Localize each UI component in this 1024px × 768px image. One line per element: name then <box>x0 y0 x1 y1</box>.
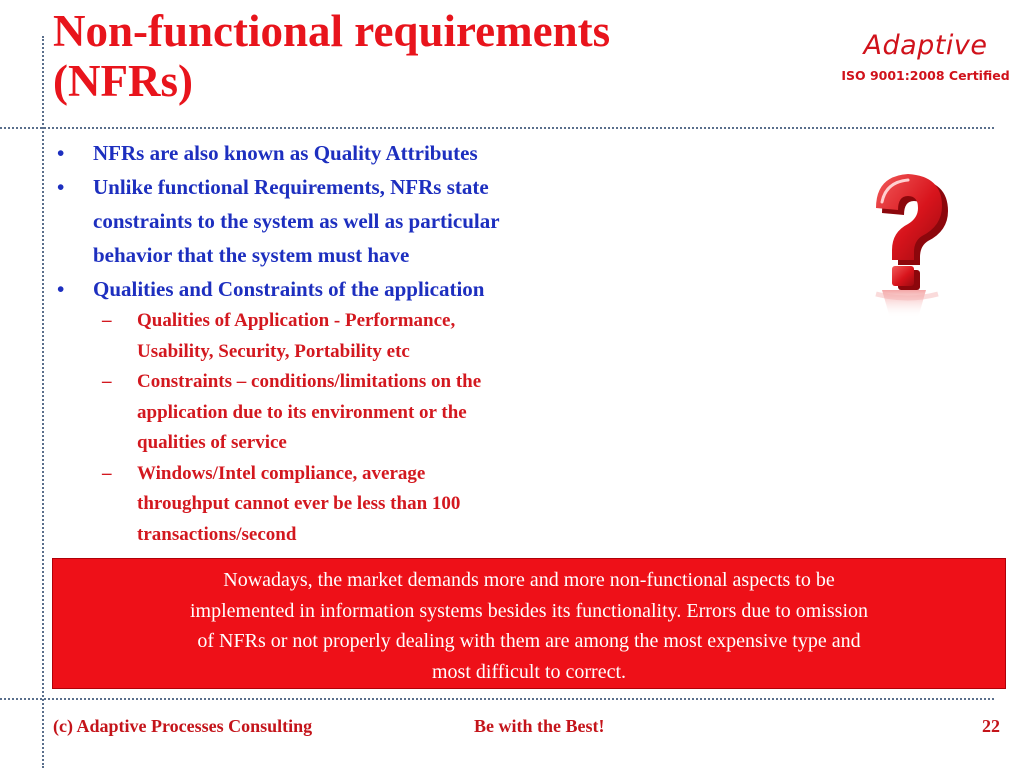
bullet-marker: • <box>57 175 65 199</box>
sub-bullet-group <box>55 306 655 550</box>
logo-wordmark: Adaptive <box>863 30 988 61</box>
sub-bullet-line: transactions/second <box>137 523 297 545</box>
sub-bullet-item <box>55 306 655 367</box>
sub-bullet-line: throughput cannot ever be less than 100 <box>137 493 461 514</box>
bullet-line: NFRs are also known as Quality Attributes <box>93 141 478 165</box>
callout-line: of NFRs or not properly dealing with them are among the most expensive type and <box>197 630 861 652</box>
callout-line: most difficult to correct. <box>431 660 627 683</box>
summary-callout <box>52 558 1006 689</box>
vertical-divider <box>42 36 44 768</box>
bullet-item <box>55 170 655 272</box>
sub-bullet-item <box>55 367 655 459</box>
iso-certification-label: ISO 9001:2008 Certified <box>841 68 1010 83</box>
sub-bullet-line: Constraints – conditions/limitations on the <box>137 371 482 392</box>
bullet-line: Unlike functional Requirements, NFRs state <box>93 175 489 199</box>
sub-bullet-line: application due to its environment or the <box>137 401 467 423</box>
sub-bullet-marker: – <box>102 371 112 392</box>
sub-bullet-line: Qualities of Application - Performance, <box>137 310 456 331</box>
footer-copyright: (c) Adaptive Processes Consulting <box>53 716 313 736</box>
callout-line: Nowadays, the market demands more and more non-functional aspects to be <box>223 569 835 591</box>
page-number: 22 <box>982 716 1000 736</box>
bullet-line: constraints to the system as well as particular <box>93 209 500 233</box>
slide-title <box>53 6 753 106</box>
sub-bullet-item <box>55 459 655 551</box>
bullet-item <box>55 136 655 170</box>
bullet-line: behavior that the system must have <box>93 243 410 267</box>
sub-bullet-line: Usability, Security, Portability etc <box>137 340 410 362</box>
header-divider <box>0 127 994 129</box>
sub-bullet-line: Windows/Intel compliance, average <box>137 462 426 484</box>
company-logo <box>838 30 1013 83</box>
bullet-line: Qualities and Constraints of the application <box>93 277 485 301</box>
footer-tagline: Be with the Best! <box>474 716 605 736</box>
bullet-marker: • <box>57 277 65 301</box>
sub-bullet-marker: – <box>102 462 112 484</box>
footer-divider <box>0 698 994 700</box>
bullet-list <box>55 136 655 550</box>
title-line-1: Non-functional requirements <box>53 6 611 56</box>
slide-footer <box>53 712 1000 740</box>
bullet-marker: • <box>57 141 65 165</box>
title-line-2: (NFRs) <box>53 56 193 106</box>
bullet-item <box>55 272 655 306</box>
callout-line: implemented in information systems besides its functionality. Errors due to omission <box>189 599 869 622</box>
sub-bullet-marker: – <box>102 310 112 331</box>
sub-bullet-line: qualities of service <box>137 432 287 453</box>
sub-bullet-list <box>55 306 655 550</box>
question-mark-icon <box>818 162 990 320</box>
